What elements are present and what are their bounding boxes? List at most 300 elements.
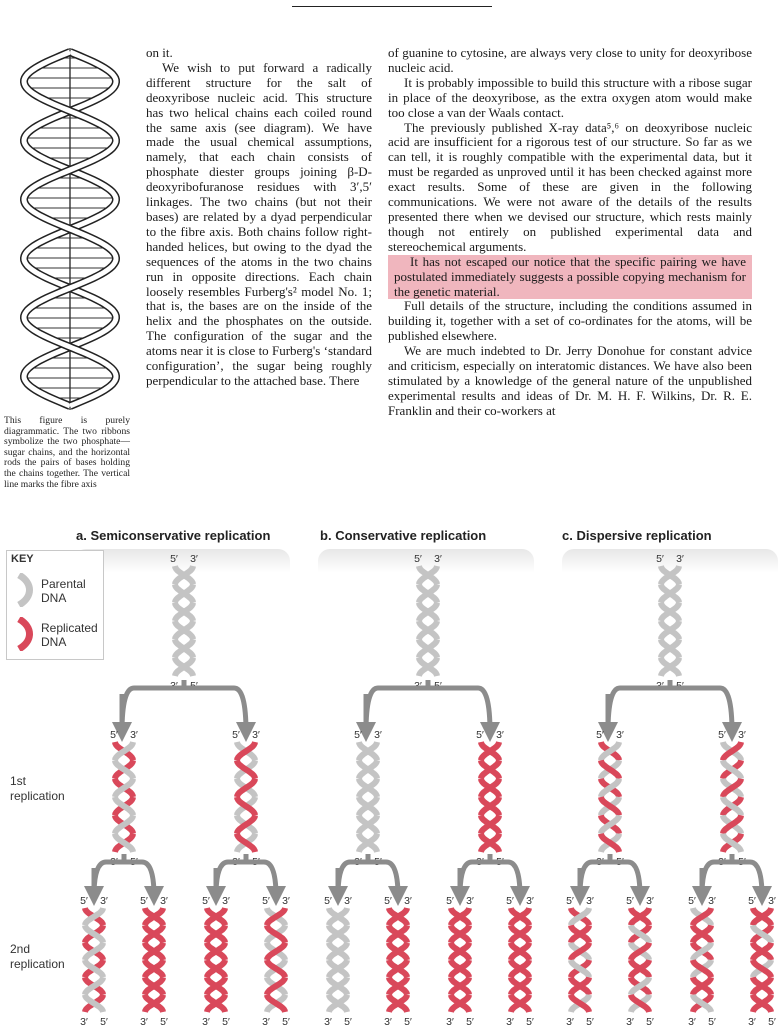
helix-strand-segment xyxy=(693,943,711,960)
helix-strand-segment xyxy=(753,995,771,1012)
helix-strand-segment xyxy=(661,621,679,639)
helix-strand-segment xyxy=(511,960,529,977)
helix-strand-segment xyxy=(85,908,103,925)
helix-strand-segment xyxy=(571,943,589,960)
helix-strand-segment xyxy=(115,760,133,778)
helix-strand-segment xyxy=(631,925,649,942)
helix-strand-segment xyxy=(661,584,679,602)
helix-strand-segment xyxy=(207,943,225,960)
helix-strand-segment xyxy=(329,977,347,994)
conservative-gen2-left-arrows xyxy=(338,854,398,896)
helix-strand-segment xyxy=(175,584,193,602)
helix-strand-segment xyxy=(145,925,163,942)
helix-strand-segment xyxy=(237,815,255,833)
helix-strand-segment xyxy=(753,925,771,942)
svg-text:3′: 3′ xyxy=(80,1016,88,1028)
helix-strand-segment xyxy=(661,658,679,676)
panel-a-letter: a. xyxy=(76,528,87,543)
paragraph: It is probably impossible to build this structure with a ribose sugar in place of the deoxyribose, as the extra oxygen atom would make too close a van der Waals contact. xyxy=(388,74,752,120)
svg-text:3′: 3′ xyxy=(262,1016,270,1028)
helix-strand-segment xyxy=(419,639,437,657)
svg-text:5′: 5′ xyxy=(202,895,210,907)
svg-text:5′: 5′ xyxy=(374,856,382,868)
helix-strand-segment xyxy=(389,960,407,977)
svg-text:3′: 3′ xyxy=(566,1016,574,1028)
helix-strand-segment xyxy=(389,908,407,925)
helix-strand-segment xyxy=(693,943,711,960)
helix-strand-segment xyxy=(481,760,499,778)
helix-strand-segment xyxy=(451,995,469,1012)
helix-strand-segment xyxy=(631,908,649,925)
svg-text:5′: 5′ xyxy=(738,856,746,868)
helix-strand-segment xyxy=(511,943,529,960)
helix-strand-segment xyxy=(571,925,589,942)
helix-strand-segment xyxy=(115,742,133,760)
helix-strand-segment xyxy=(237,815,255,833)
svg-text:5′: 5′ xyxy=(160,1016,168,1028)
helix-strand-segment xyxy=(359,742,377,760)
helix-strand-segment xyxy=(419,603,437,621)
helix-strand-segment xyxy=(85,908,103,925)
svg-text:3′: 3′ xyxy=(130,729,138,741)
helix-strand-segment xyxy=(389,908,407,925)
helix-strand-segment xyxy=(723,834,741,852)
svg-text:3′: 3′ xyxy=(586,895,594,907)
helix-strand-segment xyxy=(661,658,679,676)
dispersive-parent-helix xyxy=(656,553,684,692)
helix-strand-segment xyxy=(481,797,499,815)
replicated-strand-swatch xyxy=(15,617,37,651)
helix-strand-segment xyxy=(85,943,103,960)
helix-strand-segment xyxy=(359,742,377,760)
conservative-gen2-helix-1 xyxy=(324,895,352,1028)
svg-text:3′: 3′ xyxy=(414,680,422,692)
svg-text:5′: 5′ xyxy=(232,729,240,741)
svg-text:5′: 5′ xyxy=(324,895,332,907)
paragraph: The previously published X-ray data⁵,⁶ on deoxyribose nucleic acid are insufficient for a rigorous test of our structure. So far as we can tell, it is roughly compatible with the experimental data, but it must be regarded as unproved until it has been checked against more exact results. Some of these are given in the following communications. We were not aware of the details of the results presented there when we devised our structure, which rests mainly though not entirely on published experimental data and stereochemical arguments. xyxy=(388,119,752,254)
semiconservative-gen1-left-helix xyxy=(110,729,138,868)
helix-strand-segment xyxy=(601,779,619,797)
semiconservative-gen2-left-arrows xyxy=(94,854,154,896)
helix-strand-segment xyxy=(175,639,193,657)
helix-strand-segment xyxy=(207,977,225,994)
helix-strand-segment xyxy=(207,908,225,925)
paragraph: Full details of the structure, including the conditions assumed in building it, together with a set of co-ordinates for the atoms, will be published elsewhere. xyxy=(388,298,752,344)
helix-strand-segment xyxy=(207,925,225,942)
helix-strand-segment xyxy=(207,977,225,994)
helix-strand-segment xyxy=(481,760,499,778)
helix-strand-segment xyxy=(267,943,285,960)
helix-strand-segment xyxy=(481,815,499,833)
svg-text:5′: 5′ xyxy=(466,1016,474,1028)
helix-strand-segment xyxy=(601,815,619,833)
article-column-right xyxy=(388,46,752,419)
svg-text:3′: 3′ xyxy=(140,1016,148,1028)
helix-strand-segment xyxy=(175,603,193,621)
helix-strand-segment xyxy=(85,995,103,1012)
helix-strand-segment xyxy=(631,925,649,942)
helix-strand-segment xyxy=(451,960,469,977)
helix-strand-segment xyxy=(329,908,347,925)
helix-strand-segment xyxy=(267,977,285,994)
helix-strand-segment xyxy=(145,925,163,942)
helix-strand-segment xyxy=(207,995,225,1012)
helix-strand-segment xyxy=(115,779,133,797)
helix-strand-segment xyxy=(661,584,679,602)
helix-strand-segment xyxy=(753,960,771,977)
helix-strand-segment xyxy=(237,834,255,852)
svg-text:3′: 3′ xyxy=(626,1016,634,1028)
helix-strand-segment xyxy=(175,658,193,676)
helix-strand-segment xyxy=(601,834,619,852)
svg-text:3′: 3′ xyxy=(232,856,240,868)
svg-text:3′: 3′ xyxy=(354,856,362,868)
helix-strand-segment xyxy=(511,908,529,925)
panel-a-title-text: Semiconservative replication xyxy=(90,528,271,543)
helix-strand-segment xyxy=(753,908,771,925)
helix-strand-segment xyxy=(267,960,285,977)
svg-text:5′: 5′ xyxy=(414,553,422,565)
helix-strand-segment xyxy=(693,995,711,1012)
helix-strand-segment xyxy=(601,815,619,833)
semiconservative-gen2-helix-1 xyxy=(80,895,108,1028)
helix-strand-segment xyxy=(753,943,771,960)
svg-text:5′: 5′ xyxy=(190,680,198,692)
helix-strand-segment xyxy=(359,760,377,778)
semiconservative-parent-helix xyxy=(170,553,198,692)
helix-strand-segment xyxy=(451,943,469,960)
helix-strand-segment xyxy=(631,943,649,960)
helix-strand-segment xyxy=(145,960,163,977)
helix-strand-segment xyxy=(359,834,377,852)
svg-text:5′: 5′ xyxy=(130,856,138,868)
svg-text:5′: 5′ xyxy=(656,553,664,565)
conservative-gen1-right-helix xyxy=(476,729,504,868)
helix-strand-segment xyxy=(237,760,255,778)
helix-strand-segment xyxy=(693,995,711,1012)
helix-strand-segment xyxy=(237,834,255,852)
helix-strand-segment xyxy=(329,995,347,1012)
svg-text:5′: 5′ xyxy=(262,895,270,907)
helix-strand-segment xyxy=(207,925,225,942)
helix-strand-segment xyxy=(329,960,347,977)
helix-strand-segment xyxy=(237,797,255,815)
helix-strand-segment xyxy=(631,943,649,960)
helix-strand-segment xyxy=(175,621,193,639)
helix-strand-segment xyxy=(175,603,193,621)
helix-strand-segment xyxy=(419,658,437,676)
helix-strand-segment xyxy=(145,908,163,925)
helix-strand-segment xyxy=(631,908,649,925)
svg-text:5′: 5′ xyxy=(222,1016,230,1028)
helix-strand-segment xyxy=(237,779,255,797)
conservative-gen1-arrows xyxy=(366,680,490,732)
helix-strand-segment xyxy=(571,977,589,994)
helix-strand-segment xyxy=(451,943,469,960)
helix-strand-segment xyxy=(175,639,193,657)
helix-strand-segment xyxy=(661,603,679,621)
helix-strand-segment xyxy=(601,760,619,778)
svg-text:3′: 3′ xyxy=(446,1016,454,1028)
svg-text:5′: 5′ xyxy=(354,729,362,741)
helix-strand-segment xyxy=(85,925,103,942)
helix-strand-segment xyxy=(693,960,711,977)
conservative-gen2-helix-3 xyxy=(446,895,474,1028)
svg-text:5′: 5′ xyxy=(676,680,684,692)
helix-strand-segment xyxy=(329,908,347,925)
svg-text:3′: 3′ xyxy=(374,729,382,741)
key-replicated-label: Replicated DNA xyxy=(41,621,98,649)
helix-strand-segment xyxy=(85,943,103,960)
dispersive-gen2-left-arrows xyxy=(580,854,640,896)
helix-strand-segment xyxy=(207,995,225,1012)
helix-strand-segment xyxy=(661,639,679,657)
helix-strand-segment xyxy=(115,815,133,833)
helix-strand-segment xyxy=(359,779,377,797)
helix-strand-segment xyxy=(481,834,499,852)
helix-strand-segment xyxy=(661,621,679,639)
svg-text:5′: 5′ xyxy=(718,729,726,741)
helix-strand-segment xyxy=(389,960,407,977)
helix-strand-segment xyxy=(419,584,437,602)
helix-strand-segment xyxy=(571,908,589,925)
conservative-gen2-right-arrows xyxy=(460,854,520,896)
helix-strand-segment xyxy=(481,815,499,833)
helix-strand-segment xyxy=(481,834,499,852)
svg-text:5′: 5′ xyxy=(100,1016,108,1028)
helix-strand-segment xyxy=(329,943,347,960)
svg-text:5′: 5′ xyxy=(688,895,696,907)
helix-strand-segment xyxy=(571,943,589,960)
helix-strand-segment xyxy=(571,995,589,1012)
helix-strand-segment xyxy=(389,995,407,1012)
helix-strand-segment xyxy=(85,960,103,977)
helix-strand-segment xyxy=(145,943,163,960)
svg-text:5′: 5′ xyxy=(140,895,148,907)
svg-text:3′: 3′ xyxy=(748,1016,756,1028)
helix-strand-segment xyxy=(329,943,347,960)
helix-strand-segment xyxy=(419,658,437,676)
helix-strand-segment xyxy=(389,995,407,1012)
helix-strand-segment xyxy=(601,834,619,852)
svg-text:3′: 3′ xyxy=(170,680,178,692)
helix-strand-segment xyxy=(631,995,649,1012)
helix-strand-segment xyxy=(419,603,437,621)
helix-strand-segment xyxy=(481,742,499,760)
helix-strand-segment xyxy=(115,834,133,852)
helix-strand-segment xyxy=(753,943,771,960)
helix-strand-segment xyxy=(237,797,255,815)
helix-strand-segment xyxy=(175,621,193,639)
helix-strand-segment xyxy=(175,658,193,676)
semiconservative-gen1-arrows xyxy=(122,680,246,732)
svg-text:3′: 3′ xyxy=(100,895,108,907)
helix-strand-segment xyxy=(723,742,741,760)
helix-strand-segment xyxy=(753,960,771,977)
panel-a-header-shade xyxy=(74,549,290,573)
helix-strand-segment xyxy=(723,815,741,833)
helix-strand-segment xyxy=(115,742,133,760)
svg-text:3′: 3′ xyxy=(656,680,664,692)
svg-text:5′: 5′ xyxy=(616,856,624,868)
helix-strand-segment xyxy=(631,960,649,977)
svg-text:5′: 5′ xyxy=(446,895,454,907)
svg-text:3′: 3′ xyxy=(160,895,168,907)
helix-strand-segment xyxy=(85,960,103,977)
helix-strand-segment xyxy=(571,960,589,977)
helix-strand-segment xyxy=(419,584,437,602)
svg-text:5′: 5′ xyxy=(434,680,442,692)
svg-text:3′: 3′ xyxy=(404,895,412,907)
conservative-gen2-helix-4 xyxy=(506,895,534,1028)
panel-c-header-shade xyxy=(562,549,778,573)
helix-strand-segment xyxy=(511,995,529,1012)
helix-strand-segment xyxy=(451,995,469,1012)
helix-strand-segment xyxy=(661,603,679,621)
highlighted-paragraph: It has not escaped our notice that the specific pairing we have postulated immediately suggests a possible copying mechanism for the genetic material. xyxy=(388,255,752,300)
helix-strand-segment xyxy=(359,797,377,815)
helix-strand-segment xyxy=(267,908,285,925)
paragraph: We are much indebted to Dr. Jerry Donohue for constant advice and criticism, especially on interatomic distances. We have also been stimulated by a knowledge of the general nature of the unpublished experimental results and ideas of Dr. M. H. F. Wilkins, Dr. R. E. Franklin and their co-workers at xyxy=(388,343,752,418)
helix-strand-segment xyxy=(753,925,771,942)
helix-strand-segment xyxy=(207,960,225,977)
helix-strand-segment xyxy=(145,943,163,960)
svg-text:3′: 3′ xyxy=(708,895,716,907)
helix-strand-segment xyxy=(451,977,469,994)
figure-caption: This figure is purely diagrammatic. The two ribbons symbolize the two phosphate—sugar chains, and the horizontal rods the pairs of bases holding the chains together. The vertical line marks the fibre axis xyxy=(4,415,130,490)
svg-text:3′: 3′ xyxy=(252,729,260,741)
helix-strand-segment xyxy=(359,760,377,778)
helix-strand-segment xyxy=(511,977,529,994)
svg-text:3′: 3′ xyxy=(738,729,746,741)
panel-b-letter: b. xyxy=(320,528,332,543)
svg-text:5′: 5′ xyxy=(110,729,118,741)
svg-text:5′: 5′ xyxy=(768,1016,776,1028)
svg-text:3′: 3′ xyxy=(718,856,726,868)
helix-strand-segment xyxy=(693,925,711,942)
dispersive-gen2-helix-3 xyxy=(688,895,716,1028)
helix-strand-segment xyxy=(115,760,133,778)
dispersive-gen2-helix-4 xyxy=(748,895,776,1028)
semiconservative-gen1-right-helix xyxy=(232,729,260,868)
helix-strand-segment xyxy=(481,779,499,797)
helix-strand-segment xyxy=(329,977,347,994)
helix-strand-segment xyxy=(389,925,407,942)
helix-strand-segment xyxy=(115,834,133,852)
svg-text:5′: 5′ xyxy=(170,553,178,565)
helix-strand-segment xyxy=(145,977,163,994)
paragraph: on it. xyxy=(146,45,173,60)
helix-strand-segment xyxy=(267,977,285,994)
helix-strand-segment xyxy=(631,960,649,977)
svg-text:5′: 5′ xyxy=(80,895,88,907)
svg-text:3′: 3′ xyxy=(526,895,534,907)
helix-strand-segment xyxy=(451,925,469,942)
helix-strand-segment xyxy=(389,925,407,942)
helix-strand-segment xyxy=(723,760,741,778)
helix-strand-segment xyxy=(693,977,711,994)
helix-strand-segment xyxy=(451,977,469,994)
helix-strand-segment xyxy=(693,908,711,925)
helix-strand-segment xyxy=(631,977,649,994)
svg-text:5′: 5′ xyxy=(626,895,634,907)
helix-strand-segment xyxy=(389,943,407,960)
helix-strand-segment xyxy=(601,742,619,760)
helix-strand-segment xyxy=(511,960,529,977)
conservative-parent-helix xyxy=(414,553,442,692)
helix-strand-segment xyxy=(601,797,619,815)
second-replication-label: 2nd replication xyxy=(10,942,65,971)
semiconservative-gen2-helix-4 xyxy=(262,895,290,1028)
semiconservative-gen2-helix-3 xyxy=(202,895,230,1028)
helix-strand-segment xyxy=(631,977,649,994)
helix-strand-segment xyxy=(267,960,285,977)
helix-strand-segment xyxy=(359,834,377,852)
panel-b-title xyxy=(320,528,486,543)
svg-text:3′: 3′ xyxy=(434,553,442,565)
helix-strand-segment xyxy=(753,995,771,1012)
helix-strand-segment xyxy=(329,925,347,942)
svg-text:3′: 3′ xyxy=(476,856,484,868)
dispersive-gen2-helix-2 xyxy=(626,895,654,1028)
dispersive-gen2-right-arrows xyxy=(702,854,762,896)
svg-text:5′: 5′ xyxy=(526,1016,534,1028)
helix-strand-segment xyxy=(207,960,225,977)
helix-strand-segment xyxy=(723,779,741,797)
helix-strand-segment xyxy=(511,943,529,960)
panel-c-title-text: Dispersive replication xyxy=(576,528,712,543)
helix-strand-segment xyxy=(571,977,589,994)
parental-strand-swatch xyxy=(15,573,37,607)
svg-text:3′: 3′ xyxy=(344,895,352,907)
helix-strand-segment xyxy=(207,908,225,925)
helix-strand-segment xyxy=(115,779,133,797)
dispersive-gen1-left-helix xyxy=(596,729,624,868)
helix-strand-segment xyxy=(571,960,589,977)
helix-strand-segment xyxy=(115,815,133,833)
svg-text:3′: 3′ xyxy=(202,1016,210,1028)
helix-strand-segment xyxy=(85,977,103,994)
svg-text:3′: 3′ xyxy=(496,729,504,741)
svg-text:3′: 3′ xyxy=(384,1016,392,1028)
helix-strand-segment xyxy=(329,960,347,977)
helix-strand-segment xyxy=(389,943,407,960)
helix-strand-segment xyxy=(723,797,741,815)
svg-text:3′: 3′ xyxy=(646,895,654,907)
helix-strand-segment xyxy=(511,977,529,994)
helix-strand-segment xyxy=(329,925,347,942)
helix-strand-segment xyxy=(601,779,619,797)
helix-strand-segment xyxy=(85,977,103,994)
helix-strand-segment xyxy=(145,995,163,1012)
helix-strand-segment xyxy=(329,995,347,1012)
helix-strand-segment xyxy=(359,779,377,797)
paragraph: of guanine to cytosine, are always very close to unity for deoxyribose nucleic acid. xyxy=(388,45,752,75)
helix-strand-segment xyxy=(723,815,741,833)
first-replication-label: 1st replication xyxy=(10,774,65,803)
svg-text:3′: 3′ xyxy=(616,729,624,741)
svg-text:3′: 3′ xyxy=(282,895,290,907)
panel-b-header-shade xyxy=(318,549,534,573)
helix-strand-segment xyxy=(359,815,377,833)
helix-strand-segment xyxy=(601,760,619,778)
helix-strand-segment xyxy=(753,908,771,925)
helix-strand-segment xyxy=(571,925,589,942)
svg-text:3′: 3′ xyxy=(676,553,684,565)
helix-strand-segment xyxy=(693,977,711,994)
dispersive-gen1-arrows xyxy=(608,680,732,732)
panel-c-title xyxy=(562,528,712,543)
